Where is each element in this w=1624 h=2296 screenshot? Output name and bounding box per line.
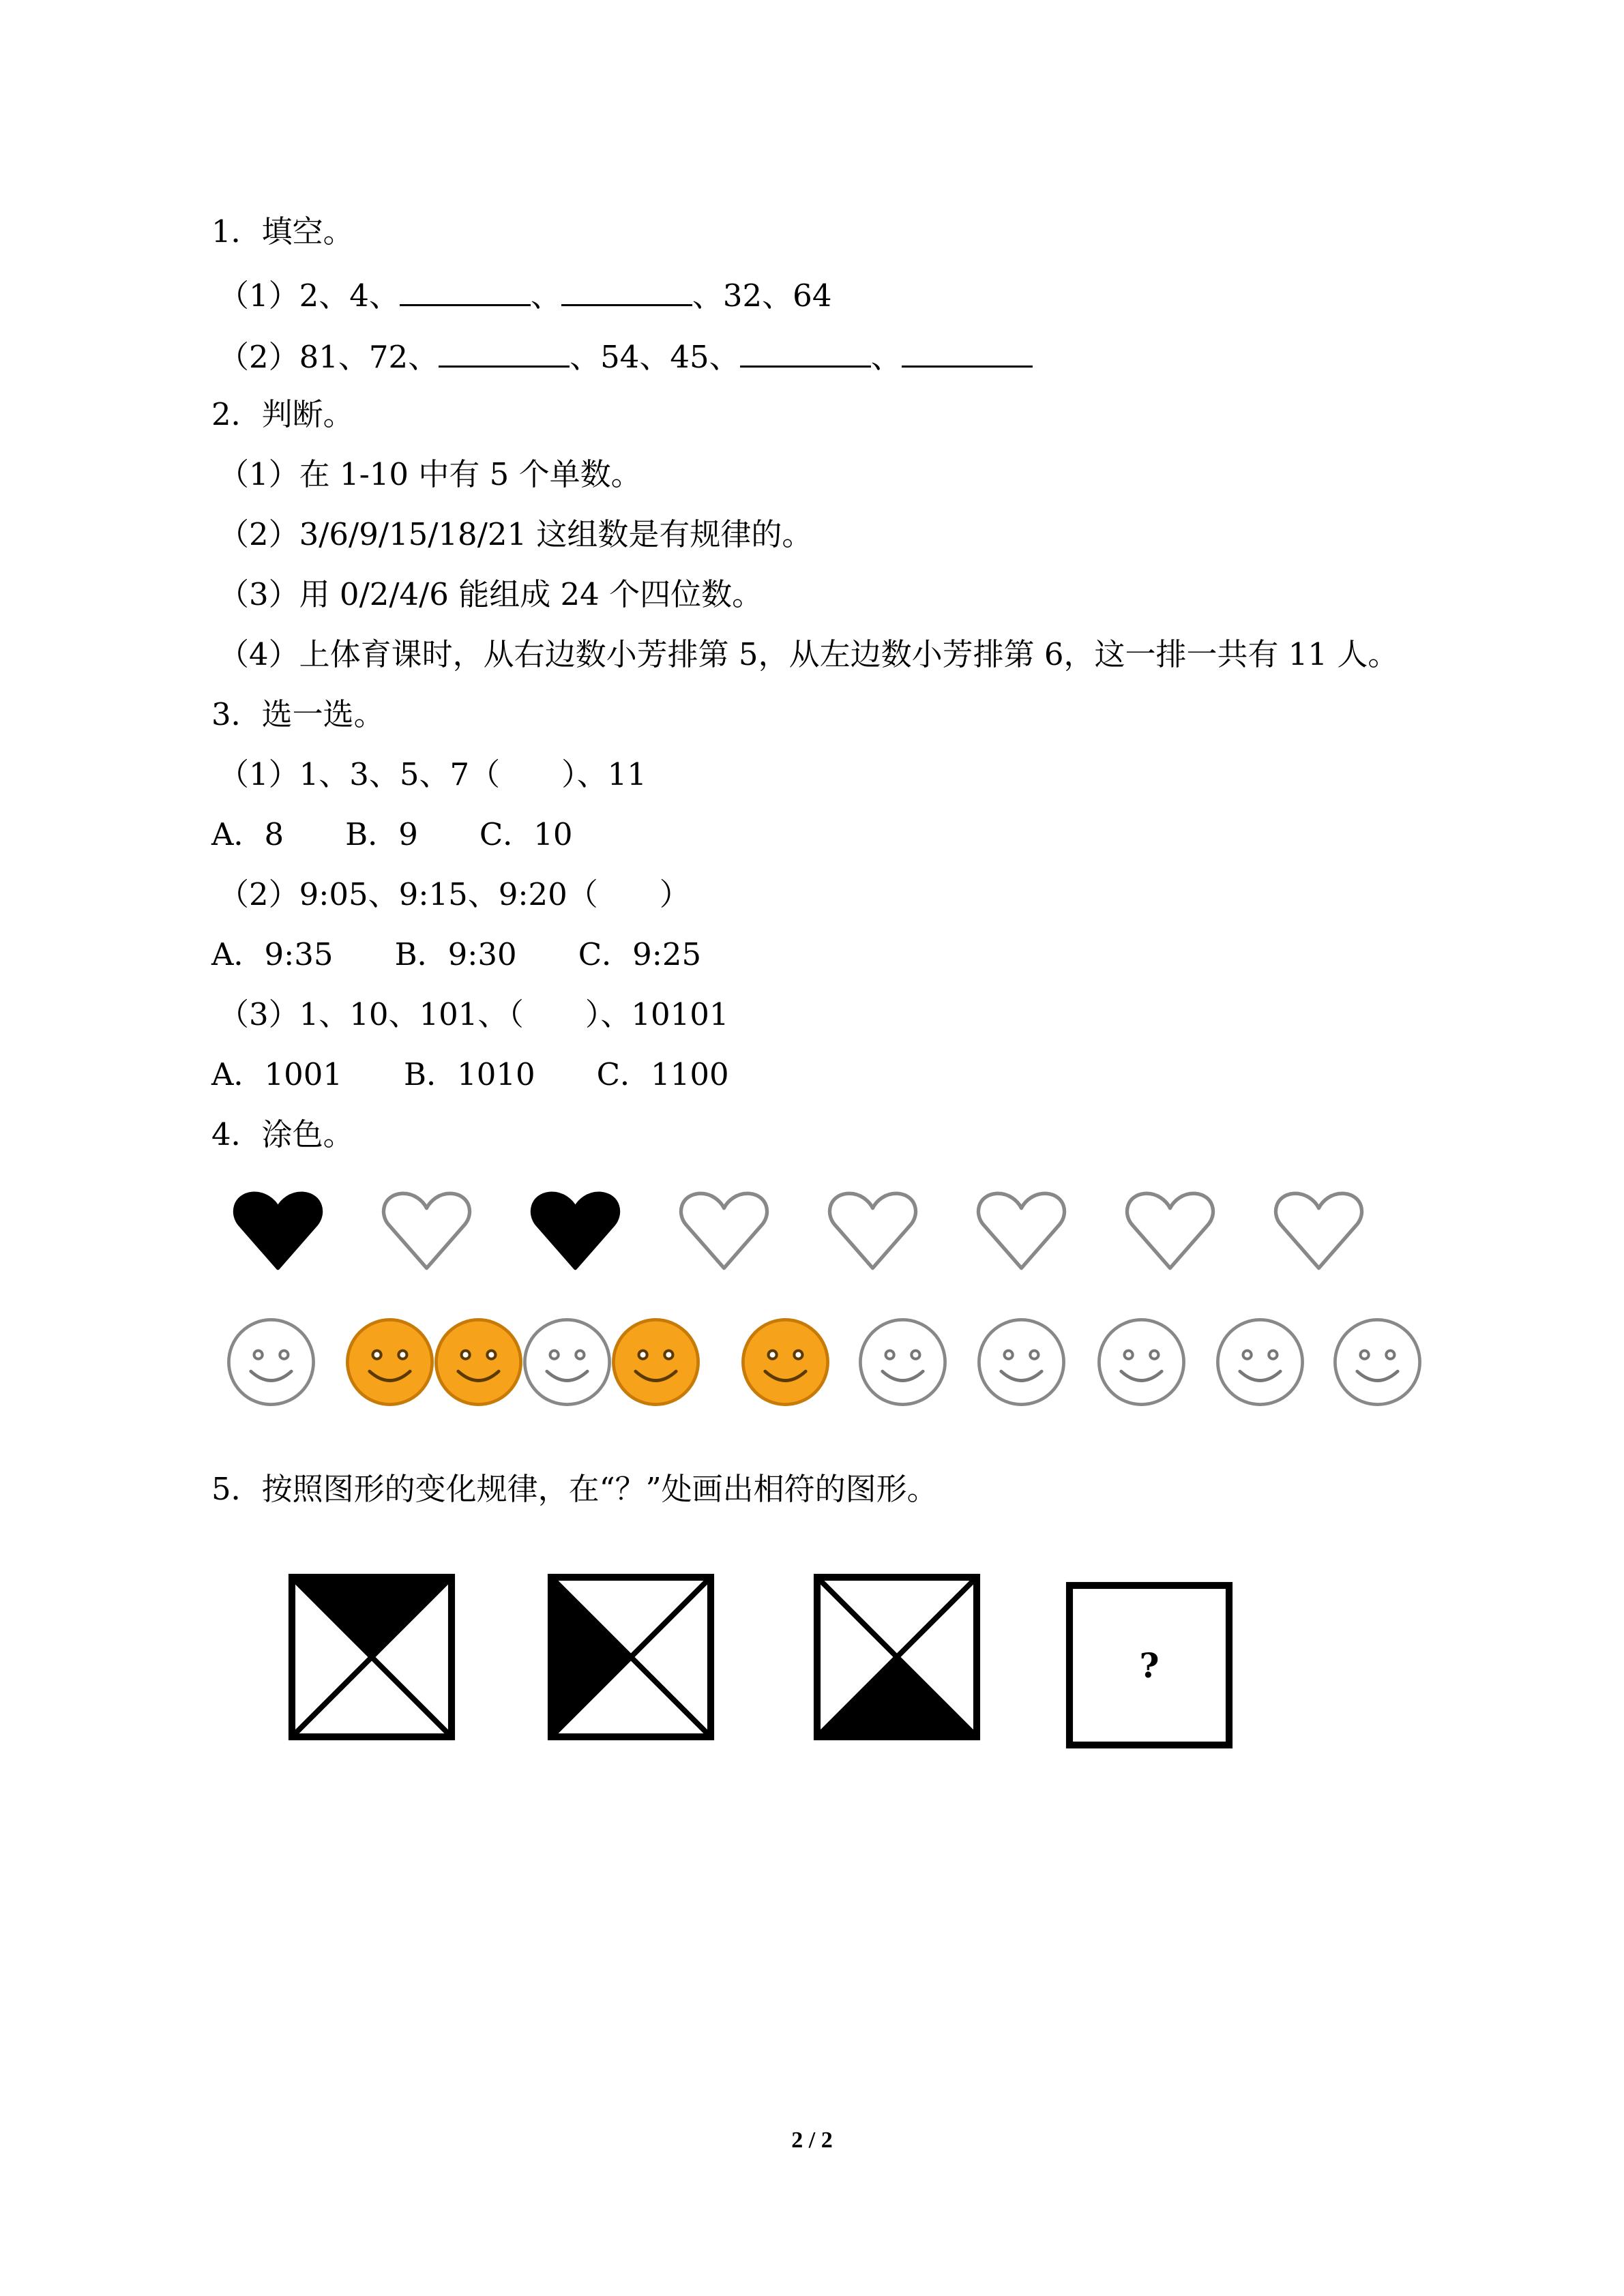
q2-item-1: （1）在 1-10 中有 5 个单数。 <box>218 456 642 492</box>
q2-item-2: （2）3/6/9/15/18/21 这组数是有规律的。 <box>218 516 813 552</box>
pattern-square-bottom <box>805 1565 989 1749</box>
separator: 、 <box>870 339 902 375</box>
q3-title: 3．选一选。 <box>211 696 385 732</box>
white-smiley-icon[interactable] <box>857 1316 949 1408</box>
pattern-square-left <box>539 1565 723 1749</box>
outline-heart-icon[interactable] <box>381 1190 473 1272</box>
white-smiley-icon[interactable] <box>225 1316 317 1408</box>
option-b[interactable]: B．9 <box>345 816 418 852</box>
option-b[interactable]: B．9:30 <box>394 936 517 972</box>
q2-title: 2．判断。 <box>211 396 354 432</box>
q1-item-2-mid: 、54、45、 <box>570 339 740 375</box>
q2-item-3: （3）用 0/2/4/6 能组成 24 个四位数。 <box>218 576 763 612</box>
outline-heart-icon[interactable] <box>975 1190 1067 1272</box>
hearts-row <box>225 1190 1453 1285</box>
white-smiley-icon[interactable] <box>1095 1316 1187 1408</box>
answer-blank[interactable] <box>740 334 871 368</box>
orange-smiley-icon <box>610 1316 702 1408</box>
option-b[interactable]: B．1010 <box>404 1056 535 1092</box>
filled-heart-icon <box>232 1190 324 1272</box>
q1-item-2 <box>218 334 1033 378</box>
q1-item-2-prefix: （2）81、72、 <box>218 339 439 375</box>
answer-square[interactable] <box>1057 1573 1241 1757</box>
q3-options-2 <box>211 934 701 975</box>
option-c[interactable]: C．9:25 <box>578 936 702 972</box>
q5-title: 5．按照图形的变化规律，在“？”处画出相符的图形。 <box>211 1471 938 1507</box>
outline-heart-icon[interactable] <box>1124 1190 1216 1272</box>
orange-smiley-icon <box>432 1316 525 1408</box>
orange-smiley-icon <box>344 1316 436 1408</box>
q1-title: 1．填空。 <box>211 213 354 250</box>
pattern-squares-row <box>280 1565 1344 1763</box>
white-smiley-icon[interactable] <box>521 1316 613 1408</box>
q2-item-4: （4）上体育课时，从右边数小芳排第 5，从左边数小芳排第 6，这一排一共有 11 人。 <box>218 636 1399 672</box>
option-c[interactable]: C．10 <box>479 816 573 852</box>
q3-question-2: （2）9:05、9:15、9:20（ ） <box>218 876 690 912</box>
q3-options-3 <box>211 1054 729 1095</box>
filled-heart-icon <box>529 1190 621 1272</box>
outline-heart-icon[interactable] <box>1273 1190 1365 1272</box>
question-mark: ? <box>1139 1646 1160 1686</box>
white-smiley-icon[interactable] <box>975 1316 1067 1408</box>
q1-item-1-prefix: （1）2、4、 <box>218 278 400 314</box>
answer-blank[interactable] <box>561 273 692 306</box>
q4-title: 4．涂色。 <box>211 1116 354 1152</box>
orange-smiley-icon <box>739 1316 831 1408</box>
outline-heart-icon[interactable] <box>678 1190 770 1272</box>
smileys-row <box>225 1316 1453 1418</box>
option-a[interactable]: A．1001 <box>211 1056 343 1092</box>
white-smiley-icon[interactable] <box>1214 1316 1306 1408</box>
answer-blank[interactable] <box>902 334 1033 368</box>
outline-heart-icon[interactable] <box>827 1190 919 1272</box>
q3-options-1 <box>211 814 573 855</box>
q1-item-1 <box>218 273 831 316</box>
answer-blank[interactable] <box>439 334 570 368</box>
q3-question-1: （1）1、3、5、7（ ）、11 <box>218 756 647 792</box>
page-number: 2 / 2 <box>791 2128 833 2153</box>
option-a[interactable]: A．9:35 <box>211 936 334 972</box>
pattern-square-top <box>280 1565 464 1749</box>
answer-blank[interactable] <box>400 273 531 306</box>
separator: 、 <box>530 278 561 314</box>
option-a[interactable]: A．8 <box>211 816 284 852</box>
white-smiley-icon[interactable] <box>1331 1316 1423 1408</box>
q3-question-3: （3）1、10、101、（ ）、10101 <box>218 996 729 1032</box>
option-c[interactable]: C．1100 <box>596 1056 729 1092</box>
q1-item-1-suffix: 、32、64 <box>692 278 832 314</box>
